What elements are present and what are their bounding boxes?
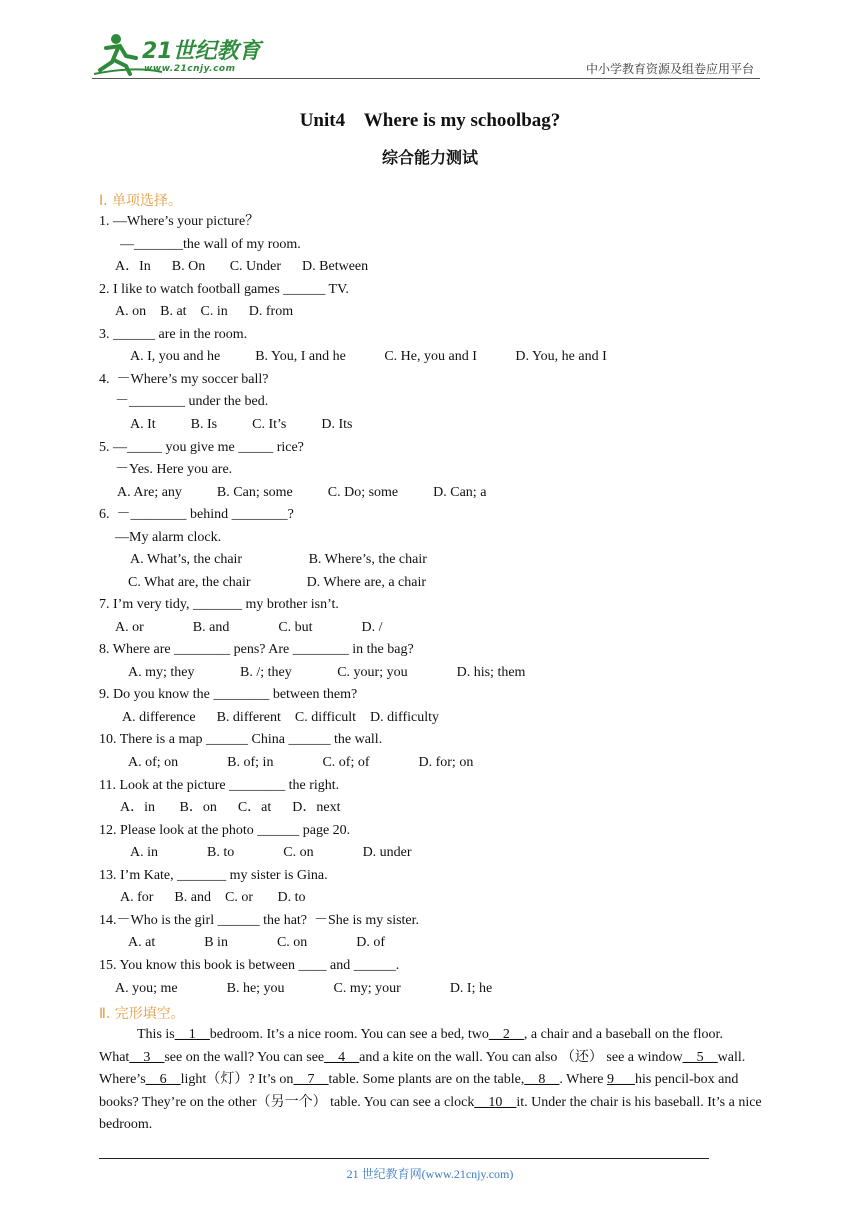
footer-text: 21 世纪教育网(www.21cnjy.com)	[346, 1167, 514, 1181]
cloze-blank: __6__	[145, 1072, 181, 1087]
page-title: Unit4 Where is my schoolbag?	[299, 110, 561, 131]
question-line: 11. Look at the picture ________ the right.	[99, 778, 340, 793]
cloze-blank: 9___	[606, 1072, 635, 1087]
question-line: 4. －Where’s my soccer ball?	[99, 372, 269, 387]
answer-options: A．in B．on C．at D．next	[120, 800, 341, 815]
cloze-passage	[99, 1024, 764, 1137]
page-header	[92, 30, 760, 80]
question-line: —My alarm clock.	[115, 530, 222, 545]
question-line: 10. There is a map ______ China ______ the wall.	[99, 732, 383, 747]
question-line: 1. —Where’s your picture？	[99, 214, 260, 229]
question-line: 13. I’m Kate, _______ my sister is Gina.	[99, 868, 328, 883]
page-subtitle: 综合能力测试	[381, 148, 478, 167]
passage-text: it. Under the chair is his baseball. It’s a nice bedroom.	[99, 1094, 762, 1132]
answer-options: A. on B. at C. in D. from	[115, 304, 294, 319]
passage-text: and a kite on the wall. You can also （还） see a window	[359, 1049, 683, 1065]
answer-options: A. I, you and he B. You, I and he C. He, you and I D. You, he and I	[130, 349, 607, 364]
answer-options: A. of; on B. of; in C. of; of D. for; on	[128, 755, 474, 770]
cloze-blank: __3__	[129, 1049, 165, 1065]
question-line: 5. —_____ you give me _____ rice?	[99, 440, 304, 455]
answer-options: A. What’s, the chair B. Where’s, the chair	[130, 552, 427, 567]
passage-text: see on the wall? You can see	[164, 1049, 325, 1065]
passage-text: wall. Where’s	[99, 1049, 746, 1087]
question-line: 8. Where are ________ pens? Are ________ in the bag?	[99, 642, 414, 657]
logo-text: 21世纪教育	[142, 39, 261, 64]
passage-text: . Where	[559, 1072, 607, 1087]
question-line: －Yes. Here you are.	[115, 462, 233, 477]
question-line: 2. I like to watch football games ______ TV.	[99, 282, 349, 297]
cloze-blank: __5__	[682, 1049, 718, 1065]
footer-divider	[99, 1158, 709, 1159]
answer-options: A. Are; any B. Can; some C. Do; some D. Can; a	[117, 485, 487, 500]
header-divider	[92, 78, 760, 79]
question-line: 12. Please look at the photo ______ page 20.	[99, 823, 351, 838]
question-line: 15. You know this book is between ____ and ______.	[99, 958, 400, 973]
question-line: 9. Do you know the ________ between them?	[99, 687, 358, 702]
section-heading-1: Ⅰ. 单项选择。	[99, 193, 183, 209]
passage-text: bedroom. It’s a nice room. You can see a bed, two	[209, 1027, 489, 1042]
answer-options: A. my; they B. /; they C. your; you D. his; them	[128, 665, 526, 680]
section-heading-2: Ⅱ. 完形填空。	[99, 1006, 185, 1022]
passage-text: light（灯）? It’s on	[180, 1072, 294, 1087]
answer-options: C. What are, the chair D. Where are, a chair	[128, 575, 427, 590]
passage-text: This is	[137, 1027, 175, 1042]
passage-text: his pencil-box and books? They’re on the other（另一个） table. You can see a clock	[99, 1072, 739, 1110]
platform-name: 中小学教育资源及组卷应用平台	[585, 62, 754, 76]
answer-options: A. It B. Is C. It’s D. Its	[130, 417, 353, 432]
site-logo	[92, 30, 262, 78]
cloze-blank: __4__	[324, 1049, 360, 1065]
answer-options: A. you; me B. he; you C. my; your D. I; he	[115, 981, 493, 996]
answer-options: A. at B in C. on D. of	[128, 935, 386, 950]
passage-text: table. Some plants are on the table,	[328, 1072, 525, 1087]
logo-url: www.21cnjy.com	[144, 64, 236, 74]
question-line: —_______the wall of my room.	[120, 237, 301, 252]
passage-text: , a chair and a baseball on the floor. What	[99, 1027, 723, 1065]
question-line: 7. I’m very tidy, _______ my brother isn’t.	[99, 597, 339, 612]
question-line: 6. －________ behind ________?	[99, 507, 294, 522]
question-line: 14.－Who is the girl ______ the hat? －She is my sister.	[99, 913, 420, 928]
question-line: 3. ______ are in the room.	[99, 327, 248, 342]
question-line: －________ under the bed.	[115, 394, 269, 409]
cloze-blank: __1__	[174, 1027, 210, 1042]
cloze-blank: __8__	[524, 1072, 560, 1087]
answer-options: A．In B. On C. Under D. Between	[115, 259, 369, 274]
answer-options: A. or B. and C. but D. /	[115, 620, 383, 635]
answer-options: A. in B. to C. on D. under	[130, 845, 412, 860]
cloze-blank: __7__	[293, 1072, 329, 1087]
answer-options: A. for B. and C. or D. to	[120, 890, 306, 905]
answer-options: A. difference B. different C. difficult D. difficulty	[122, 710, 440, 725]
cloze-blank: __10__	[474, 1094, 517, 1110]
cloze-blank: __2__	[488, 1027, 524, 1042]
